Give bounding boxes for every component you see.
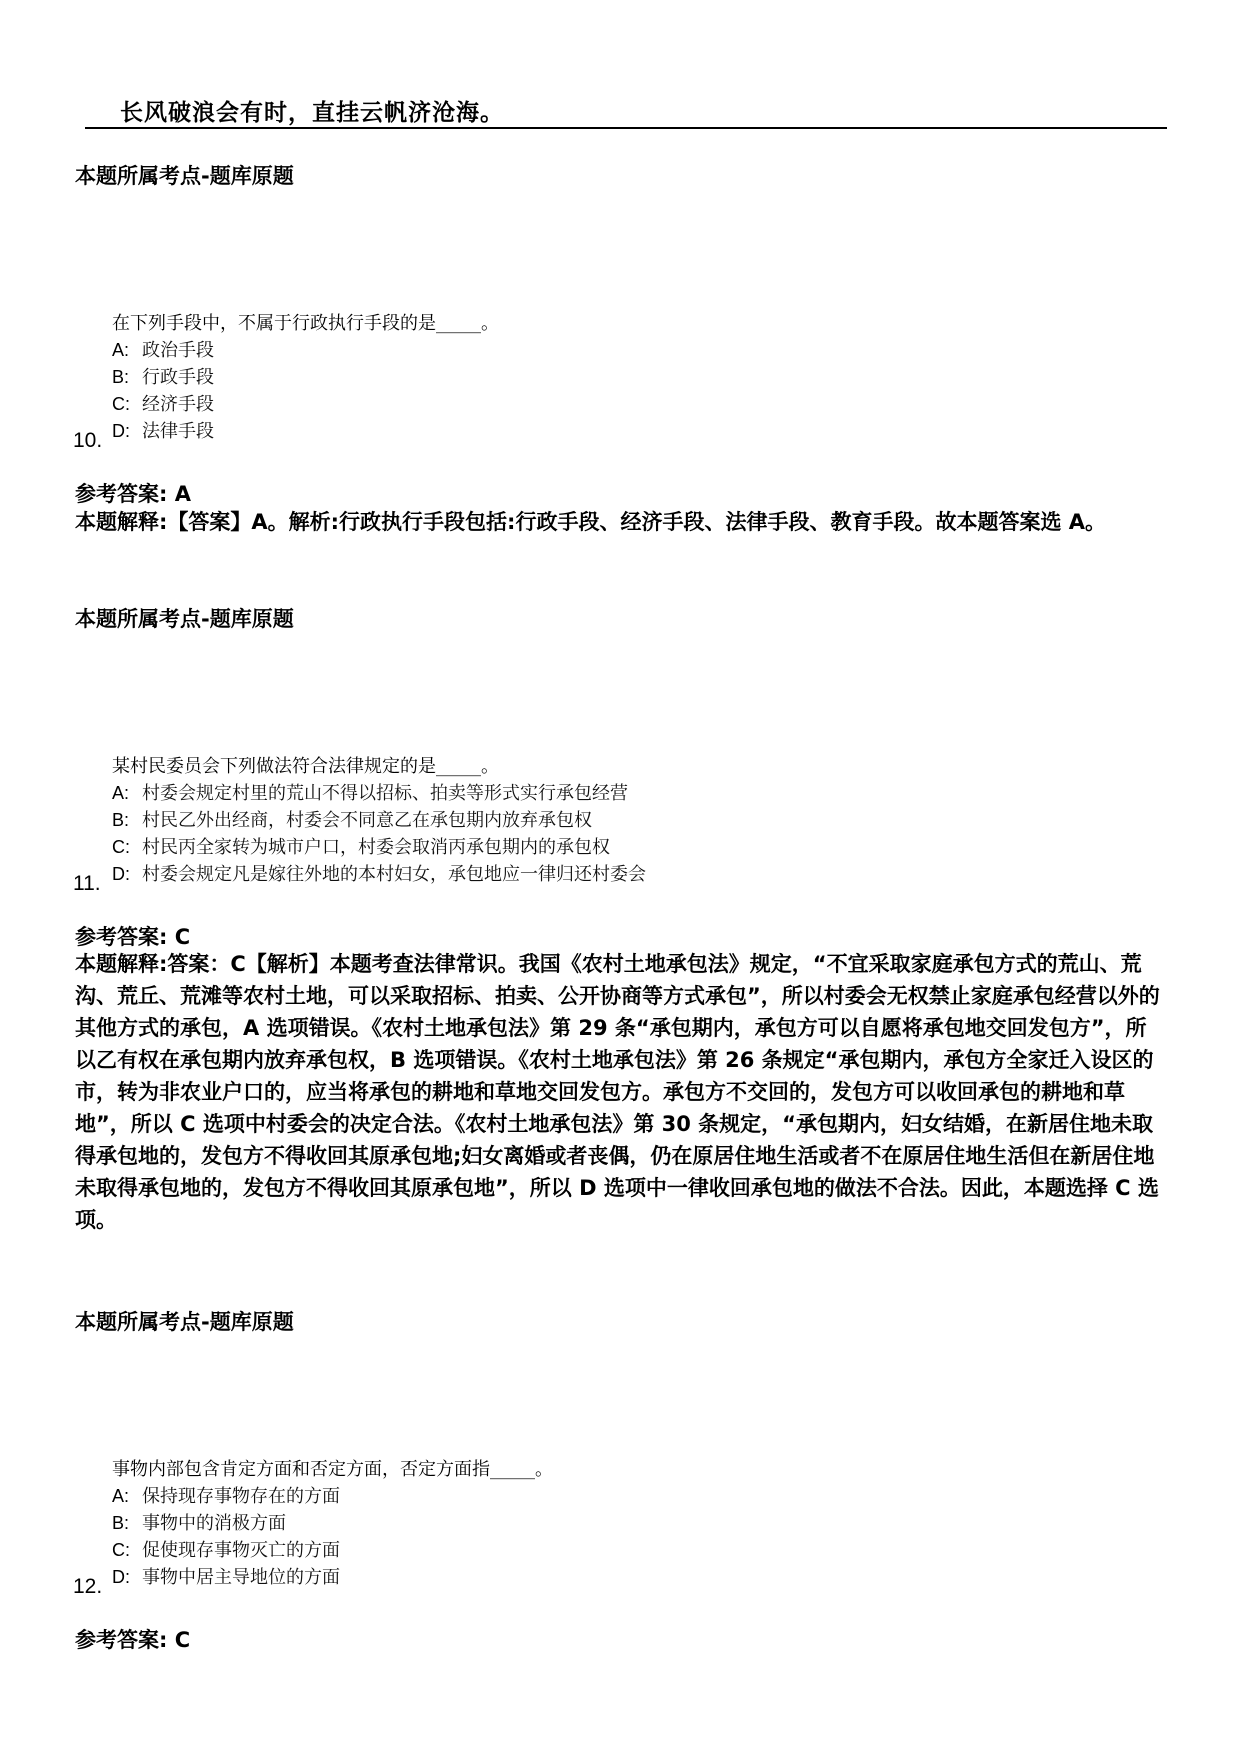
question-12-answer: 参考答案: C (75, 1628, 191, 1652)
question-11-option-b (112, 807, 592, 835)
question-10-option-a (112, 337, 214, 365)
option-text: 政治手段 (142, 340, 214, 361)
option-letter: A: (112, 340, 130, 360)
option-letter: C: (112, 837, 130, 857)
option-letter: C: (112, 394, 130, 414)
option-letter: D: (112, 1567, 130, 1587)
option-text: 事物中居主导地位的方面 (142, 1567, 340, 1588)
question-12-option-c (112, 1537, 340, 1565)
option-letter: D: (112, 421, 130, 441)
option-letter: B: (112, 367, 130, 387)
option-text: 经济手段 (142, 394, 214, 415)
option-letter: D: (112, 864, 130, 884)
question-11-kaodian: 本题所属考点-题库原题 (75, 1310, 294, 1334)
question-12-number: 12. (73, 1575, 103, 1598)
question-11-option-d (112, 861, 646, 889)
question-11-number: 11. (73, 872, 101, 895)
option-text: 村委会规定凡是嫁往外地的本村妇女，承包地应一律归还村委会 (142, 864, 646, 885)
option-text: 法律手段 (142, 421, 214, 442)
question-12-option-a (112, 1483, 340, 1511)
kaodian-label: 本题所属考点-题库原题 (75, 164, 294, 188)
option-text: 村民乙外出经商，村委会不同意乙在承包期内放弃承包权 (142, 810, 592, 831)
option-letter: B: (112, 810, 130, 830)
question-10-explanation: 本题解释:【答案】A。解析:行政执行手段包括:行政手段、经济手段、法律手段、教育手段。故本题答案选 A。 (75, 510, 1107, 534)
question-10-number: 10. (73, 429, 103, 452)
option-letter: B: (112, 1513, 130, 1533)
option-letter: A: (112, 783, 130, 803)
question-12-option-b (112, 1510, 286, 1538)
question-11-answer: 参考答案: C (75, 925, 191, 949)
question-10-option-d (112, 418, 214, 446)
option-text: 村委会规定村里的荒山不得以招标、拍卖等形式实行承包经营 (142, 783, 628, 804)
option-text: 村民丙全家转为城市户口，村委会取消丙承包期内的承包权 (142, 837, 610, 858)
question-12-text: 事物内部包含肯定方面和否定方面，否定方面指_____。 (112, 1459, 553, 1480)
question-10-option-b (112, 364, 214, 392)
option-letter: A: (112, 1486, 130, 1506)
option-letter: C: (112, 1540, 130, 1560)
question-10-kaodian: 本题所属考点-题库原题 (75, 607, 294, 631)
option-text: 行政手段 (142, 367, 214, 388)
question-10-answer: 参考答案: A (75, 482, 191, 506)
option-text: 促使现存事物灭亡的方面 (142, 1540, 340, 1561)
question-11-option-c (112, 834, 610, 862)
question-11-option-a (112, 780, 628, 808)
option-text: 保持现存事物存在的方面 (142, 1486, 340, 1507)
question-11-explanation: 本题解释:答案：C【解析】本题考查法律常识。我国《农村土地承包法》规定，“不宜采取家庭承包方式的荒山、荒沟、荒丘、荒滩等农村土地，可以采取招标、拍卖、公开协商等方式承包”，所以村委会无权禁止家庭承包经营以外的其他方式的承包，A 选项错误。《农村土地承包法》第 29 条“承包期内，承包方可以自愿将承包地交回发包方”，所以乙有权在承包期内放弃承包权，B 选项错误。《农村土地承包法》第 26 条规定“承包期内，承包方全家迁入设区的市，转为非农业户口的，应当将承包的耕地和草地交回发包方。承包方不交回的，发包方可以收回承包的耕地和草地”，所以 C 选项中村委会的决定合法。《农村土地承包法》第 30 条规定，“承包期内，妇女结婚，在新居住地未取得承包地的，发包方不得收回其原承包地;妇女离婚或者丧偶，仍在原居住地生活或者不在原居住地生活但在新居住地未取得承包地的，发包方不得收回其原承包地”，所以 D 选项中一律收回承包地的做法不合法。因此，本题选择 C 选项。 (75, 952, 1160, 1232)
option-text: 事物中的消极方面 (142, 1513, 286, 1534)
question-10-text: 在下列手段中，不属于行政执行手段的是_____。 (112, 313, 499, 334)
header-divider (85, 127, 1167, 129)
question-10-option-c (112, 391, 214, 419)
page-header-motto: 长风破浪会有时，直挂云帆济沧海。 (120, 99, 504, 126)
question-11-text: 某村民委员会下列做法符合法律规定的是_____。 (112, 756, 499, 777)
question-12-option-d (112, 1564, 340, 1592)
